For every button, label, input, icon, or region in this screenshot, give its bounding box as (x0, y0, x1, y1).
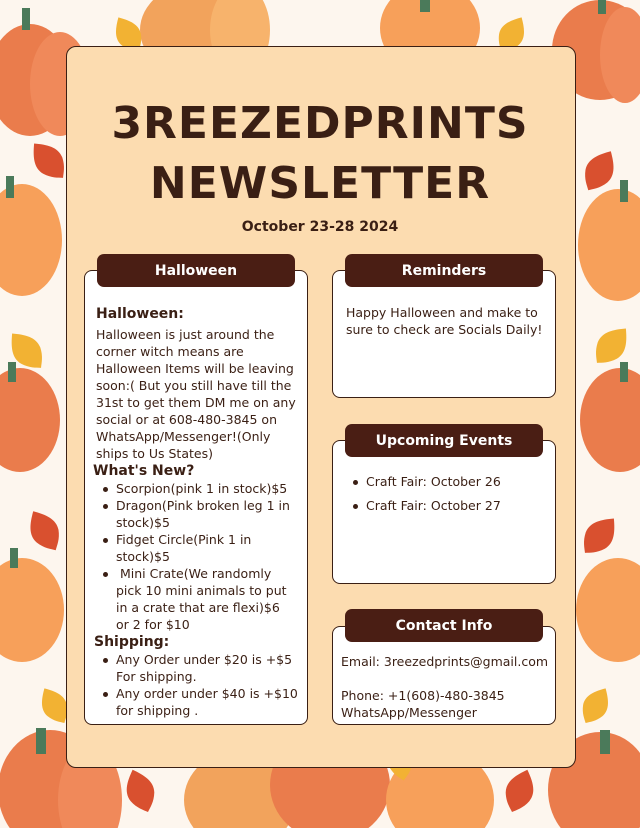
maple-leaf-icon (575, 510, 625, 562)
reminders-content: Happy Halloween and make to sure to check are Socials Daily! (346, 305, 543, 337)
events-tab: Upcoming Events (345, 424, 543, 457)
whats-new-list (96, 480, 306, 633)
maple-leaf-icon (587, 320, 637, 372)
pumpkin-icon (0, 362, 60, 472)
list-item: Fidget Circle(Pink 1 in stock)$5 (96, 531, 306, 565)
shipping-list (96, 651, 306, 719)
pumpkin-icon (580, 362, 640, 472)
list-item: Craft Fair: October 26 (346, 473, 552, 490)
contact-phone: Phone: +1(608)-480-3845 (341, 688, 505, 703)
halloween-heading: Halloween: (96, 306, 184, 322)
contact-email: Email: 3reezedprints@gmail.com (341, 654, 549, 669)
events-content (346, 473, 552, 514)
pumpkin-icon (576, 558, 640, 662)
maple-leaf-icon (575, 682, 616, 729)
shipping-heading: Shipping: (94, 634, 170, 650)
contact-content (341, 653, 555, 721)
list-item: Mini Crate(We randomly pick 10 mini animals to put in a crate that are flexi)$6 or 2 for $10 (96, 565, 306, 633)
list-item: Scorpion(pink 1 in stock)$5 (96, 480, 306, 497)
reminders-tab: Reminders (345, 254, 543, 287)
list-item: Dragon(Pink broken leg 1 in stock)$5 (96, 497, 306, 531)
contact-apps: WhatsApp/Messenger (341, 705, 477, 720)
maple-leaf-icon (120, 765, 161, 817)
maple-leaf-icon (21, 505, 67, 558)
newsletter-title-line1: 3REEZEDPRINTS (111, 98, 529, 149)
list-item: Any order under $40 is +$10 for shipping . (96, 685, 306, 719)
pumpkin-icon (0, 548, 64, 662)
halloween-content (93, 305, 306, 719)
list-item: Craft Fair: October 27 (346, 497, 552, 514)
contact-tab: Contact Info (345, 609, 543, 642)
halloween-tab: Halloween (97, 254, 295, 287)
newsletter-title-line2: NEWSLETTER (149, 158, 491, 209)
events-list (346, 473, 552, 514)
whats-new-heading: What's New? (93, 463, 195, 479)
list-item: Any Order under $20 is +$5 For shipping. (96, 651, 306, 685)
newsletter-date: October 23-28 2024 (241, 219, 399, 235)
maple-leaf-icon (499, 765, 540, 817)
halloween-intro: Halloween is just around the corner witch means are Halloween Items will be leaving soon:( But you still have till the 31st to get them DM me on any social or at 608-480-3845 on WhatsApp/Messenger!(Only ships to Us States) (96, 327, 296, 461)
